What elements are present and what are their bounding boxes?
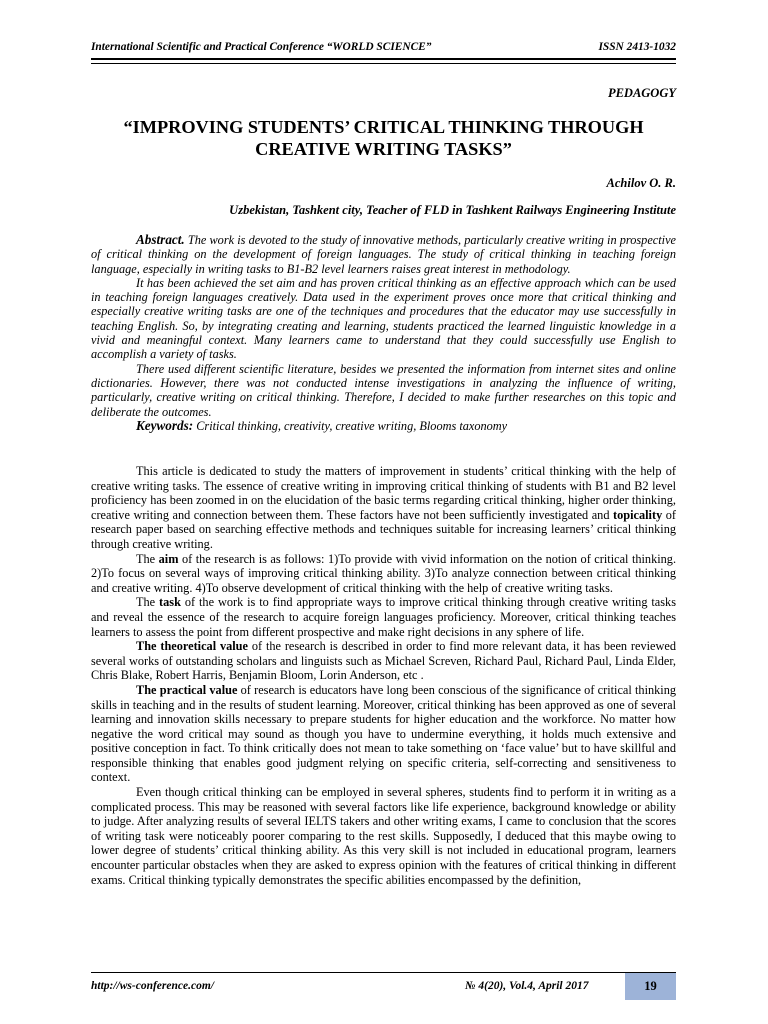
footer-rule: [91, 972, 676, 973]
aim-term: aim: [158, 551, 179, 566]
body-paragraph-task: [91, 595, 676, 639]
footer-issue: № 4(20), Vol.4, April 2017: [465, 980, 589, 992]
page-number: 19: [625, 973, 676, 1000]
abstract-block: [91, 233, 676, 433]
article-body: [91, 464, 676, 887]
body-text: This article is dedicated to study the matters of improvement in students’ critical thinking with the help of creative writing tasks. The essence of creative writing in improving critical thinking of students with B1 and B2 level proficiency has been zoomed in on the elucidation of the basic terms regarding critical thinking, higher order thinking, creative writing and connection between them. These factors have not been sufficiently investigated and: [91, 464, 676, 522]
running-header: [91, 41, 676, 53]
body-paragraph-theoretical: [91, 639, 676, 683]
body-text: of research paper based on searching effective methods and techniques suitable for increasing learners’ critical thinking through creative writing.: [91, 507, 677, 551]
conference-name: International Scientific and Practical Conference “WORLD SCIENCE”: [91, 41, 432, 53]
header-rule-thin: [91, 63, 676, 64]
body-paragraph-aim: [91, 552, 676, 596]
body-text: of the research is described in order to find more relevant data, it has been reviewed several works of outstanding scholars and linguists such as Michael Screven, Richard Paul, Richard Paul, Linda Elder, Chris Blake, Robert Harris, Benjamin Bloom, Lorin Anderson, etc .: [91, 639, 676, 683]
body-text: The: [136, 551, 156, 566]
abstract-paragraph-3: There used different scientific literature, besides we presented the information from internet sites and online dictionaries. However, there was not conducted intense investigations in analyzing the influence of writing, particularly, creative writing on critical thinking. Therefore, I decided to make further researches on this topic and deliberate the outcomes.: [91, 361, 676, 419]
task-term: task: [159, 595, 181, 610]
author-affiliation: Uzbekistan, Tashkent city, Teacher of FLD in Tashkent Railways Engineering Institute: [229, 203, 676, 217]
issn: ISSN 2413-1032: [598, 41, 676, 53]
body-paragraph-practical: [91, 683, 676, 785]
section-label: PEDAGOGY: [607, 86, 676, 100]
body-paragraph-critical: Even though critical thinking can be employed in several spheres, students find to perform it in writing as a complicated process. This may be reasoned with several factors like life experience, background knowledge or ability to judge. After analyzing results of several IELTS takers and other writing exams, I came to conclusion that the scores of writing task were noticeably poorer comparing to the rest skills. Supposedly, I deduced that this maybe owing to lower degree of students’ critical thinking ability. As this very skill is not included in educational program, learners encounter particular obstacles when they are asked to express opinion with the features of critical thinking in different exams. Critical thinking typically demonstrates the specific abilities encompassed by the definition,: [91, 785, 676, 887]
abstract-text-1: The work is devoted to the study of innovative methods, particularly creative writing in prospective of critical thinking on the development of foreign languages. The study of critical thinking in teaching foreign language, especially in writing tasks to B1-B2 level learners raises great interest in methodology.: [91, 233, 676, 276]
header-rule-thick: [91, 58, 676, 60]
body-text: of research is educators have long been conscious of the significance of critical thinking skills in teaching and in the results of student learning. Moreover, critical thinking has been approved as one of several learning and innovation skills necessary to prepare students for higher education and the workforce. No matter how negative the word critical may sound as though you have to undermine everything, it holds much extensive and positive conception in fact. To think critically does not mean to take something on ‘face value’ but to have skillful and responsible thinking that enables good judgment relying on specific criteria, self-correcting and sensitiveness to context.: [91, 682, 676, 785]
body-paragraph-intro: [91, 464, 676, 552]
body-text: The: [136, 595, 156, 610]
practical-value-term: The practical value: [136, 682, 238, 697]
author-name: Achilov O. R.: [606, 176, 676, 190]
body-text: of the work is to find appropriate ways to improve critical thinking through creative writing tasks and reveal the essence of the research to acquire foreign languages proficiency. Moreover, critical thinking teaches learners to assess the point from different prospective and make right decisions in any sphere of life.: [91, 595, 676, 639]
keywords-text: Critical thinking, creativity, creative writing, Blooms taxonomy: [196, 418, 508, 433]
abstract-paragraph-1: [91, 233, 676, 276]
theoretical-value-term: The theoretical value: [136, 639, 248, 654]
body-text: of the research is as follows: 1)To provide with vivid information on the notion of critical thinking. 2)To focus on several ways of improving critical thinking ability. 3)To analyze connection between critical thinking and creative writing. 4)To observe development of critical thinking with the help of creative writing tasks.: [91, 551, 677, 595]
article-title: “IMPROVING STUDENTS’ CRITICAL THINKING THROUGH CREATIVE WRITING TASKS”: [123, 117, 644, 159]
footer-url-link[interactable]: http://ws-conference.com/: [91, 980, 214, 992]
keywords-label: Keywords:: [136, 417, 194, 433]
topicality-term: topicality: [613, 507, 663, 522]
abstract-paragraph-2: It has been achieved the set aim and has proven critical thinking as an effective approach which can be used in teaching foreign languages creatively. Data used in the experiment proves once more that critical thinking and especially creative writing tasks are one of the techniques and procedures that the educator may use successfully in teaching English. So, by integrating creating and learning, students practiced the learned linguistic knowledge in a vivid and meaningful context. Many learners came to understand that they could successfully use English to accomplish a variety of tasks.: [91, 275, 676, 362]
abstract-label: Abstract.: [136, 232, 185, 247]
keywords-line: [91, 419, 676, 433]
